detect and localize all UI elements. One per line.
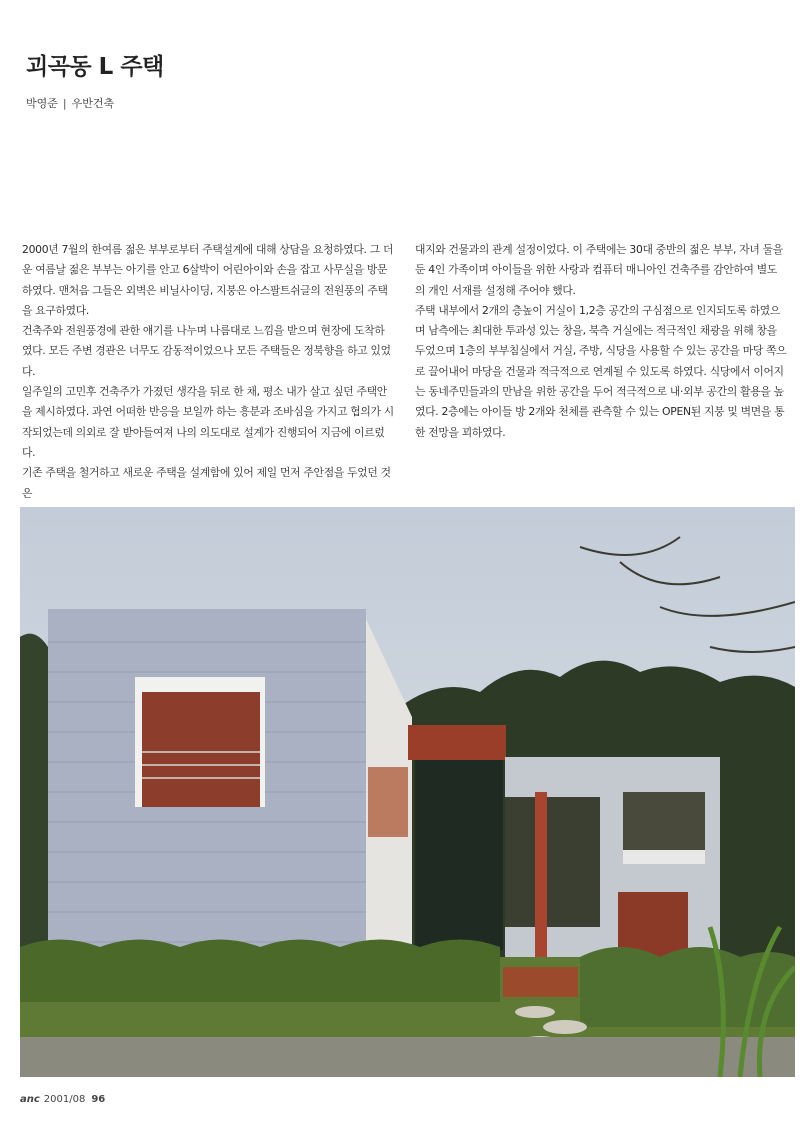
magazine-name: anc <box>20 1094 40 1105</box>
paragraph: 일주일의 고민후 건축주가 가졌던 생각을 뒤로 한 채, 평소 내가 살고 싶던 주택안을 제시하였다. 과연 어떠한 반응을 보일까 하는 흥분과 조바심을 가지고 협의가 시작되었는데 의외로 잘 받아들여져 나의 의도대로 설계가 진행되어 지금에 이르렀다. <box>22 385 394 459</box>
balcony-railing <box>368 767 408 837</box>
article-credits <box>26 95 114 111</box>
body-column-left <box>22 240 394 504</box>
hedge <box>20 940 500 1003</box>
right-window <box>623 792 705 850</box>
gravel-path <box>20 1037 795 1077</box>
paragraph: 기존 주택을 철거하고 새로운 주택을 설계함에 있어 제일 먼저 주안점을 두었던 것은 <box>22 466 391 500</box>
house-photo <box>20 507 795 1077</box>
right-window-sill <box>623 850 705 864</box>
brick-tower <box>408 725 506 760</box>
glass-curtain-wall <box>415 760 503 950</box>
lower-door <box>618 892 688 957</box>
article-title: 괴곡동 L 주택 <box>26 54 164 80</box>
deck-steps <box>503 967 578 997</box>
page-footer <box>20 1094 105 1105</box>
credit-separator: | <box>62 97 67 110</box>
page-number: 96 <box>91 1094 106 1105</box>
paragraph: 2000년 7월의 한여름 젊은 부부로부터 주택설계에 대해 상담을 요청하였다. 그 더운 여름날 젊은 부부는 아기를 안고 6살박이 어린아이와 손을 잡고 사무실을 방문하였다. 맨처음 그들은 외벽은 비닐사이딩, 지붕은 아스팔트쉬글의 전원풍의 주택을 요구하였다. <box>22 243 394 317</box>
paragraph: 주택 내부에서 2개의 층높이 거실이 1,2층 공간의 구심점으로 인지되도록 하였으며 남측에는 최대한 투과성 있는 창을, 북측 거실에는 적극적인 채광을 위해 창을 두었으며 1층의 부부침실에서 거실, 주방, 식당을 사용할 수 있는 공간을 마당 쪽으로 끌어내어 마당을 건물과 적극적으로 연계될 수 있도록 하였다. 식당에서 이어지는 동네주민들과의 만남을 위한 공간을 두어 적극적으로 내·외부 공간의 활용을 높였다. 2층에는 아이들 방 2개와 천체를 관측할 수 있는 OPEN된 지붕 및 벽면을 통한 전망을 꾀하였다. <box>415 303 787 439</box>
column <box>535 792 547 962</box>
issue-date: 2001/08 <box>43 1094 86 1105</box>
paragraph: 대지와 건물과의 관계 설정이었다. 이 주택에는 30대 중반의 젊은 부부, 자녀 둘을 둔 4인 가족이며 아이들을 위한 사랑과 컴퓨터 매니아인 건축주를 감안하여 별도의 개인 서재를 설정해 주어야 했다. <box>415 243 783 297</box>
paragraph: 건축주와 전원풍경에 관한 얘기를 나누며 나름대로 느낌을 받으며 현장에 도착하였다. 모든 주변 경관은 너무도 감동적이었으나 모든 주택들은 정북향을 하고 있었다. <box>22 324 391 378</box>
firm-name: 우반건축 <box>71 97 115 110</box>
architect-name: 박영준 <box>26 97 58 110</box>
opening-interior <box>142 692 260 807</box>
body-column-right <box>415 240 787 443</box>
ground-floor-open <box>505 797 600 927</box>
left-trees <box>20 634 48 977</box>
